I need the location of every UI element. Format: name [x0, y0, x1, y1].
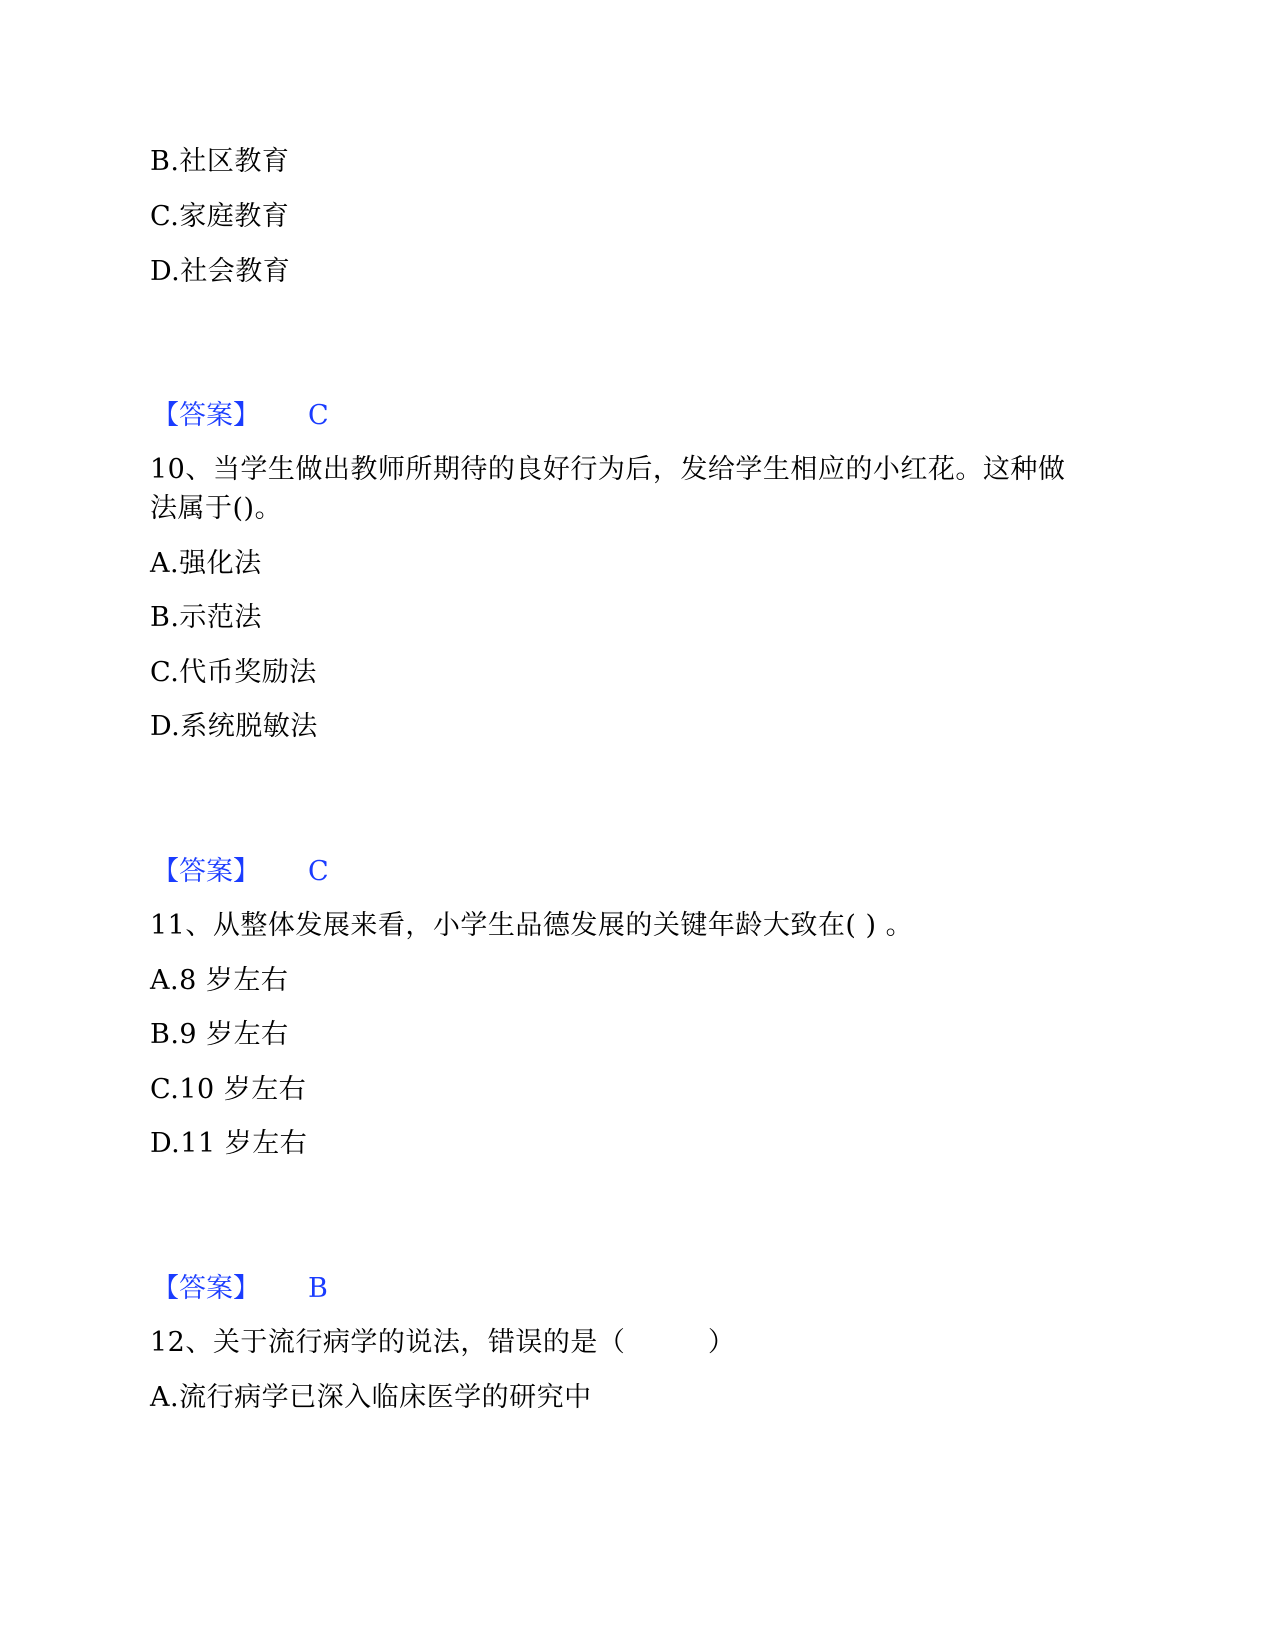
q11-answer: [152, 1275, 328, 1302]
q10-option-c: C.代币奖励法: [150, 657, 317, 688]
q10-option-d: D.系统脱敏法: [150, 711, 318, 742]
q11-option-d: D.11 岁左右: [150, 1128, 308, 1159]
q10-stem-line1: 10、当学生做出教师所期待的良好行为后，发给学生相应的小红花。这种做: [150, 454, 1066, 485]
answer-value: B: [308, 1273, 328, 1304]
q9-option-d: D.社会教育: [150, 256, 291, 287]
q9-answer: [152, 402, 329, 429]
q12-option-a: A.流行病学已深入临床医学的研究中: [150, 1382, 592, 1413]
answer-value: C: [308, 856, 329, 887]
answer-label: 【答案】: [152, 1273, 260, 1304]
q10-answer: [152, 858, 329, 885]
q11-option-b: B.9 岁左右: [150, 1019, 289, 1050]
q11-stem: 11、从整体发展来看，小学生品德发展的关键年龄大致在( ) 。: [150, 910, 914, 941]
q12-stem: 12、关于流行病学的说法，错误的是（ ）: [150, 1327, 736, 1358]
q9-option-b: B.社区教育: [150, 146, 290, 177]
answer-value: C: [308, 400, 329, 431]
answer-label: 【答案】: [152, 856, 260, 887]
q9-option-c: C.家庭教育: [150, 201, 290, 232]
q11-option-c: C.10 岁左右: [150, 1074, 307, 1105]
q10-option-a: A.强化法: [150, 548, 262, 579]
q10-option-b: B.示范法: [150, 602, 262, 633]
q11-option-a: A.8 岁左右: [150, 965, 289, 996]
answer-label: 【答案】: [152, 400, 260, 431]
q10-stem-line2: 法属于()。: [150, 493, 283, 524]
